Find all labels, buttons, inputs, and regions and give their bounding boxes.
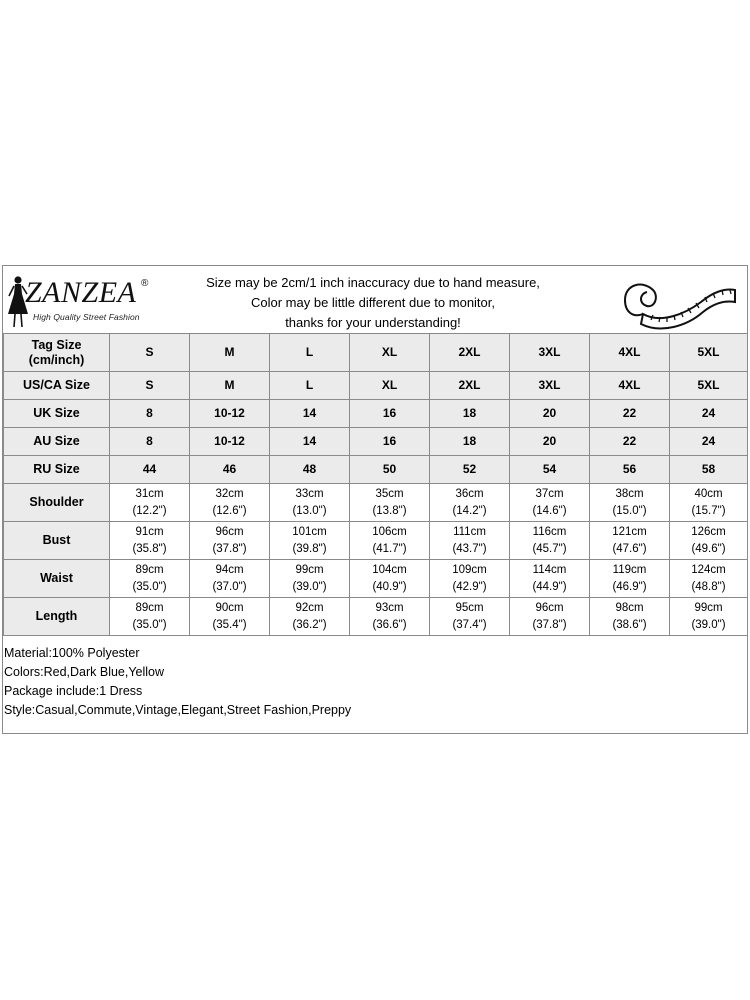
table-cell: 4XL [590, 372, 670, 400]
inch-value: (47.6") [612, 542, 647, 555]
inch-value: (42.9") [452, 580, 487, 593]
inch-value: (39.8") [292, 542, 327, 555]
measurement-cell [510, 522, 590, 560]
cm-value: 96cm [215, 525, 244, 538]
inch-value: (46.9") [612, 580, 647, 593]
table-row [4, 428, 748, 456]
measurement-cell [270, 598, 350, 636]
inch-value: (43.7") [452, 542, 487, 555]
cm-value: 96cm [535, 601, 564, 614]
cm-value: 104cm [372, 563, 407, 576]
inch-value: (12.6") [212, 504, 247, 517]
measurement-cell [430, 598, 510, 636]
measurement-cell [270, 560, 350, 598]
measurement-label: Waist [4, 560, 110, 598]
table-cell: 22 [590, 400, 670, 428]
table-cell: XL [350, 334, 430, 372]
style-line: Style:Casual,Commute,Vintage,Elegant,Street Fashion,Preppy [4, 703, 352, 717]
measurement-cell [350, 522, 430, 560]
table-cell: 4XL [590, 334, 670, 372]
cm-value: 33cm [295, 487, 324, 500]
measurement-cell [190, 598, 270, 636]
inch-value: (36.2") [292, 618, 327, 631]
inch-value: (12.2") [132, 504, 167, 517]
table-cell: 10-12 [190, 428, 270, 456]
material-line: Material:100% Polyester [4, 646, 140, 660]
cm-value: 126cm [691, 525, 726, 538]
cm-value: 99cm [694, 601, 723, 614]
inch-value: (15.7") [691, 504, 726, 517]
measurement-cell [590, 522, 670, 560]
inch-value: (15.0") [612, 504, 647, 517]
table-row [4, 372, 748, 400]
cm-value: 98cm [615, 601, 644, 614]
inch-value: (37.8") [532, 618, 567, 631]
measurement-row [4, 560, 748, 598]
measurement-cell [590, 598, 670, 636]
cm-value: 109cm [452, 563, 487, 576]
table-cell: 2XL [430, 372, 510, 400]
table-cell: 24 [670, 400, 748, 428]
measurement-cell [110, 484, 190, 522]
measurement-label: Length [4, 598, 110, 636]
inch-value: (35.8") [132, 542, 167, 555]
table-cell: 50 [350, 456, 430, 484]
table-cell: 46 [190, 456, 270, 484]
measurement-cell [190, 522, 270, 560]
cm-value: 32cm [215, 487, 244, 500]
measurement-cell [430, 484, 510, 522]
measurement-cell [510, 560, 590, 598]
table-cell: 2XL [430, 334, 510, 372]
table-cell: 16 [350, 428, 430, 456]
table-cell: M [190, 334, 270, 372]
measurement-cell [110, 522, 190, 560]
table-cell: S [110, 334, 190, 372]
measurement-cell [670, 484, 748, 522]
cm-value: 92cm [295, 601, 324, 614]
cm-value: 38cm [615, 487, 644, 500]
measurement-row [4, 598, 748, 636]
cm-value: 111cm [453, 525, 486, 538]
brand-logo [5, 272, 165, 330]
notice-line-1: Size may be 2cm/1 inch inaccuracy due to hand measure, [206, 275, 540, 290]
table-cell: 8 [110, 400, 190, 428]
measurement-cell [270, 484, 350, 522]
cm-value: 89cm [135, 601, 164, 614]
table-cell: 44 [110, 456, 190, 484]
measurement-label: Bust [4, 522, 110, 560]
table-cell: 10-12 [190, 400, 270, 428]
row-label: RU Size [4, 456, 110, 484]
inch-value: (45.7") [532, 542, 567, 555]
measurement-notice [173, 273, 573, 333]
inch-value: (14.2") [452, 504, 487, 517]
table-cell: 22 [590, 428, 670, 456]
table-cell: 16 [350, 400, 430, 428]
row-label: UK Size [4, 400, 110, 428]
table-cell: 52 [430, 456, 510, 484]
cm-value: 94cm [215, 563, 244, 576]
table-cell: 48 [270, 456, 350, 484]
brand-tagline: High Quality Street Fashion [33, 312, 140, 322]
table-cell: L [270, 334, 350, 372]
inch-value: (48.8") [691, 580, 726, 593]
measurement-cell [350, 484, 430, 522]
cm-value: 95cm [455, 601, 484, 614]
table-cell: 58 [670, 456, 748, 484]
measurement-cell [510, 598, 590, 636]
product-info [3, 644, 747, 720]
table-cell: 56 [590, 456, 670, 484]
table-cell: 3XL [510, 334, 590, 372]
cm-value: 36cm [455, 487, 484, 500]
notice-line-3: thanks for your understanding! [285, 315, 461, 330]
tag-size-label-line-1: Tag Size [31, 337, 82, 352]
measurement-cell [590, 560, 670, 598]
cm-value: 89cm [135, 563, 164, 576]
cm-value: 114cm [532, 563, 567, 576]
tag-size-row [4, 334, 748, 372]
inch-value: (35.0") [132, 618, 167, 631]
inch-value: (35.0") [132, 580, 167, 593]
inch-value: (13.0") [292, 504, 327, 517]
cm-value: 119cm [612, 563, 647, 576]
inch-value: (44.9") [532, 580, 567, 593]
table-cell: 14 [270, 400, 350, 428]
table-cell: 14 [270, 428, 350, 456]
inch-value: (40.9") [372, 580, 407, 593]
measurement-cell [350, 560, 430, 598]
cm-value: 91cm [135, 525, 164, 538]
table-cell: S [110, 372, 190, 400]
cm-value: 37cm [535, 487, 564, 500]
cm-value: 116cm [532, 525, 567, 538]
cm-value: 35cm [375, 487, 404, 500]
package-line: Package include:1 Dress [4, 684, 143, 698]
table-cell: 20 [510, 400, 590, 428]
table-cell: M [190, 372, 270, 400]
tag-size-label-line-2: (cm/inch) [28, 352, 85, 367]
measurement-cell [270, 522, 350, 560]
table-cell: XL [350, 372, 430, 400]
inch-value: (37.0") [212, 580, 247, 593]
colors-line: Colors:Red,Dark Blue,Yellow [4, 665, 165, 679]
cm-value: 121cm [612, 525, 647, 538]
measurement-cell [510, 484, 590, 522]
table-cell: 54 [510, 456, 590, 484]
measurement-cell [350, 598, 430, 636]
measurement-row [4, 484, 748, 522]
measurement-cell [590, 484, 670, 522]
table-row [4, 400, 748, 428]
measurement-cell [190, 484, 270, 522]
brand-name: ZANZEA [25, 276, 137, 309]
registered-mark: ® [141, 278, 149, 289]
cm-value: 99cm [295, 563, 324, 576]
cm-value: 31cm [135, 487, 164, 500]
row-label: US/CA Size [4, 372, 110, 400]
table-row [4, 456, 748, 484]
tag-size-label [4, 334, 110, 372]
table-cell: 5XL [670, 372, 748, 400]
inch-value: (37.4") [452, 618, 487, 631]
size-table [3, 333, 748, 636]
cm-value: 40cm [694, 487, 723, 500]
row-label: AU Size [4, 428, 110, 456]
inch-value: (39.0") [691, 618, 726, 631]
table-cell: L [270, 372, 350, 400]
size-chart-header [3, 266, 747, 334]
table-cell: 3XL [510, 372, 590, 400]
measurement-row [4, 522, 748, 560]
measurement-cell [190, 560, 270, 598]
size-chart-sheet [2, 265, 748, 734]
measurement-cell [110, 598, 190, 636]
measurement-cell [430, 560, 510, 598]
measurement-cell [110, 560, 190, 598]
inch-value: (49.6") [691, 542, 726, 555]
inch-value: (36.6") [372, 618, 407, 631]
table-cell: 8 [110, 428, 190, 456]
inch-value: (13.8") [372, 504, 407, 517]
inch-value: (41.7") [372, 542, 407, 555]
inch-value: (39.0") [292, 580, 327, 593]
table-cell: 18 [430, 400, 510, 428]
measurement-label: Shoulder [4, 484, 110, 522]
notice-line-2: Color may be little different due to monitor, [251, 295, 495, 310]
cm-value: 124cm [691, 563, 726, 576]
measuring-tape-icon [621, 270, 739, 330]
cm-value: 90cm [215, 601, 244, 614]
measurement-cell [670, 522, 748, 560]
cm-value: 93cm [375, 601, 404, 614]
table-cell: 5XL [670, 334, 748, 372]
inch-value: (14.6") [532, 504, 567, 517]
inch-value: (38.6") [612, 618, 647, 631]
cm-value: 106cm [372, 525, 407, 538]
table-cell: 20 [510, 428, 590, 456]
measurement-cell [430, 522, 510, 560]
measurement-cell [670, 598, 748, 636]
table-cell: 18 [430, 428, 510, 456]
cm-value: 101cm [292, 525, 327, 538]
inch-value: (35.4") [212, 618, 247, 631]
measurement-cell [670, 560, 748, 598]
table-cell: 24 [670, 428, 748, 456]
inch-value: (37.8") [212, 542, 247, 555]
